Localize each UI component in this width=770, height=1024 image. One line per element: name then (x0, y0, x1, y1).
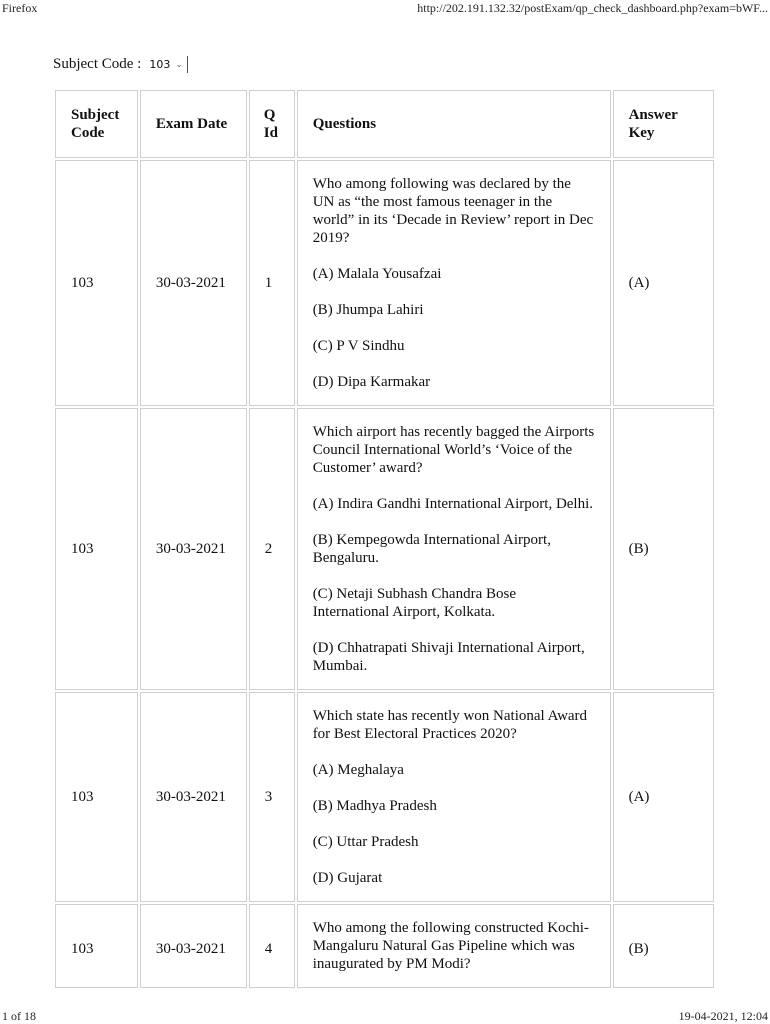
option-c: (C) P V Sindhu (312, 338, 405, 354)
cell-subject-code: 103 (55, 692, 138, 902)
cell-subject-code: 103 (55, 160, 138, 406)
browser-app-name: Firefox (2, 1, 38, 15)
option-c: (C) Uttar Pradesh (312, 834, 419, 850)
cell-question (297, 408, 611, 690)
table-row (55, 408, 714, 690)
option-b: (B) Jhumpa Lahiri (312, 302, 424, 318)
option-b: (B) Madhya Pradesh (312, 798, 437, 814)
option-d: (D) Gujarat (312, 870, 383, 886)
subject-code-value: 103 (149, 58, 171, 71)
questions-table (53, 88, 716, 990)
cell-answer-key: (A) (613, 692, 714, 902)
cell-exam-date: 30-03-2021 (140, 692, 247, 902)
cell-question (297, 904, 611, 988)
cell-qid: 4 (249, 904, 295, 988)
cell-answer-key: (B) (613, 904, 714, 988)
question-text: Who among the following constructed Kochi-Mangaluru Natural Gas Pipeline which was inaugurated by PM Modi? (312, 920, 589, 972)
table-row (55, 692, 714, 902)
question-text: Who among following was declared by the UN as “the most famous teenager in the world” in its ‘Decade in Review’ report in Dec 2019? (312, 176, 594, 246)
page-url: http://202.191.132.32/postExam/qp_check_dashboard.php?exam=bWF... (417, 1, 768, 15)
subject-filter (53, 56, 188, 73)
cell-qid: 2 (249, 408, 295, 690)
subject-code-select[interactable] (149, 56, 188, 73)
header-answer-key: Answer Key (613, 90, 714, 158)
cell-subject-code: 103 (55, 408, 138, 690)
option-d: (D) Chhatrapati Shivaji International Airport, Mumbai. (312, 640, 585, 674)
cell-question (297, 160, 611, 406)
option-b: (B) Kempegowda International Airport, Bengaluru. (312, 532, 551, 566)
question-text: Which airport has recently bagged the Airports Council International World’s ‘Voice of the Customer’ award? (312, 424, 595, 476)
cell-subject-code: 103 (55, 904, 138, 988)
question-text: Which state has recently won National Award for Best Electoral Practices 2020? (312, 708, 588, 742)
cell-exam-date: 30-03-2021 (140, 408, 247, 690)
cell-question (297, 692, 611, 902)
header-exam-date: Exam Date (140, 90, 247, 158)
print-datetime: 19-04-2021, 12:04 (678, 1009, 768, 1023)
cell-qid: 1 (249, 160, 295, 406)
table-header-row (55, 90, 714, 158)
option-a: (A) Indira Gandhi International Airport, Delhi. (312, 496, 594, 512)
option-c: (C) Netaji Subhash Chandra Bose International Airport, Kolkata. (312, 586, 516, 620)
page-counter: 1 of 18 (2, 1009, 36, 1023)
header-subject-code: Subject Code (55, 90, 138, 158)
chevron-down-icon: ⌄ (175, 59, 183, 70)
cell-qid: 3 (249, 692, 295, 902)
header-qid: Q Id (249, 90, 295, 158)
header-questions: Questions (297, 90, 611, 158)
subject-code-label: Subject Code : (53, 56, 142, 72)
table-row (55, 160, 714, 406)
cell-answer-key: (B) (613, 408, 714, 690)
cell-exam-date: 30-03-2021 (140, 904, 247, 988)
table-row (55, 904, 714, 988)
cell-answer-key: (A) (613, 160, 714, 406)
option-a: (A) Malala Yousafzai (312, 266, 442, 282)
option-a: (A) Meghalaya (312, 762, 404, 778)
option-d: (D) Dipa Karmakar (312, 374, 431, 390)
cell-exam-date: 30-03-2021 (140, 160, 247, 406)
